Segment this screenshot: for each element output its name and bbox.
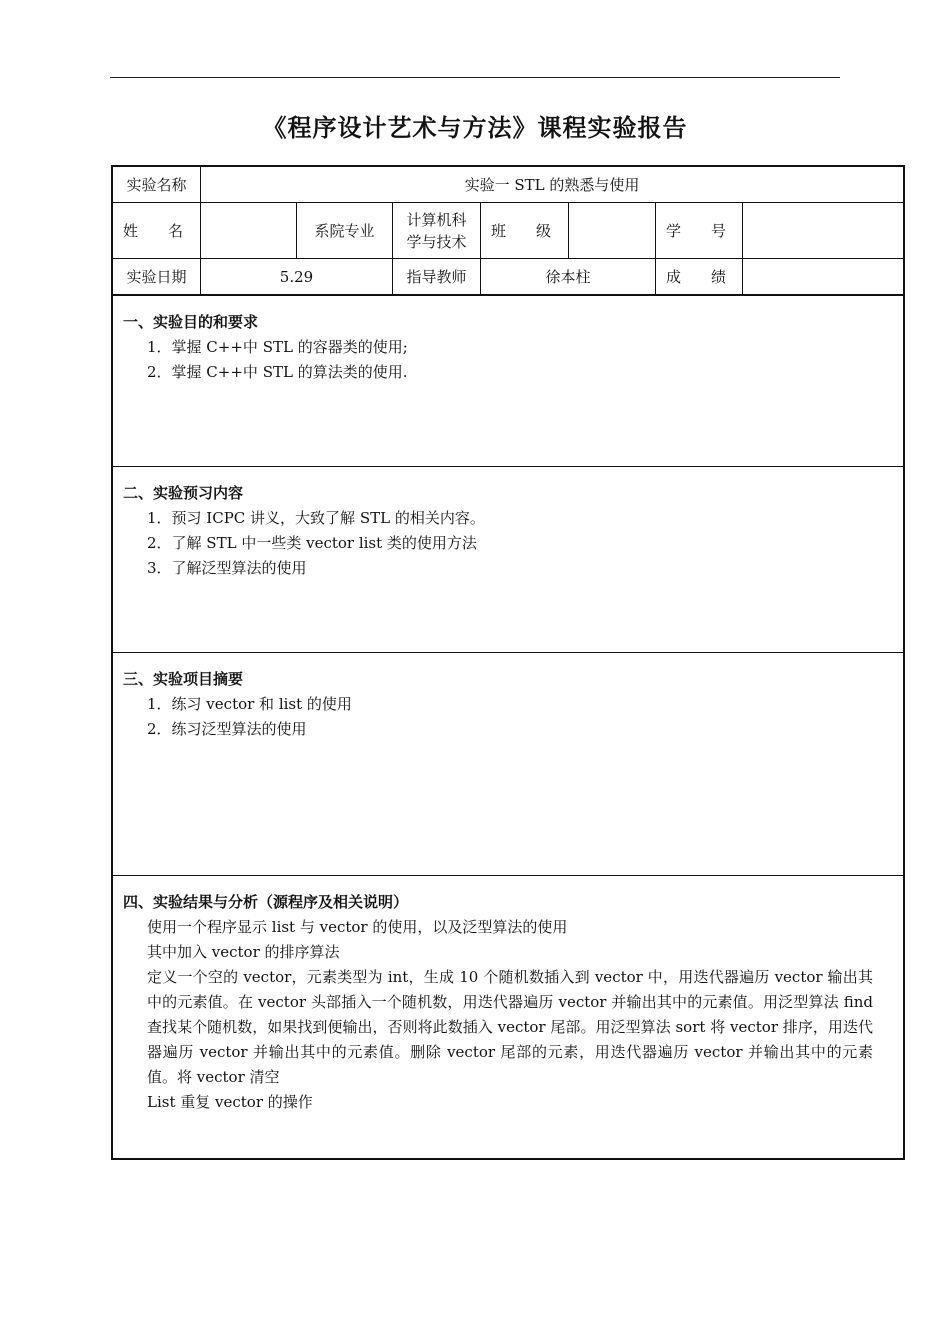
- teacher-value: 徐本柱: [481, 259, 656, 295]
- id-value: [743, 203, 903, 259]
- header-rule: [110, 77, 840, 78]
- teacher-label: 指导教师: [393, 259, 481, 295]
- dept-label: 系院专业: [297, 203, 393, 259]
- section-line: List 重复 vector 的操作: [147, 1093, 313, 1111]
- section-heading: 一、实验目的和要求: [123, 313, 259, 331]
- class-label: 班 级: [481, 203, 569, 259]
- section-line: 其中加入 vector 的排序算法: [147, 943, 340, 961]
- section-heading: 四、实验结果与分析（源程序及相关说明）: [123, 893, 409, 911]
- grade-label: 成 绩: [656, 259, 743, 295]
- section-line: 2．练习泛型算法的使用: [147, 720, 307, 738]
- section-summary: [113, 653, 903, 876]
- experiment-name-value: 实验一 STL 的熟悉与使用: [201, 167, 903, 203]
- section-line: 1．练习 vector 和 list 的使用: [147, 695, 352, 713]
- experiment-name-label: 实验名称: [113, 167, 201, 203]
- id-label: 学 号: [656, 203, 743, 259]
- section-line: 1．预习 ICPC 讲义，大致了解 STL 的相关内容。: [147, 509, 485, 527]
- name-label: 姓 名: [113, 203, 201, 259]
- section-objectives: [113, 296, 903, 467]
- name-value: [201, 203, 297, 259]
- section-line: 1．掌握 C++中 STL 的容器类的使用;: [147, 338, 408, 356]
- section-line: 使用一个程序显示 list 与 vector 的使用，以及泛型算法的使用: [147, 918, 568, 936]
- section-line: 2．了解 STL 中一些类 vector list 类的使用方法: [147, 534, 477, 552]
- section-paragraph: 定义一个空的 vector，元素类型为 int，生成 10 个随机数插入到 vector 中，用迭代器遍历 vector 输出其中的元素值。在 vector 头部插入一个随机数，用迭代器遍历 vector 并输出其中的元素值。用泛型算法 find 查找某个随机数，如果找到便输出，否则将此数插入 vector 尾部。用泛型算法 sort 将 vector 排序，用迭代器遍历 vector 并输出其中的元素值。删除 vector 尾部的元素，用迭代器遍历 vector 并输出其中的元素值。将 vector 清空: [147, 968, 873, 1086]
- report-table: [111, 165, 905, 1160]
- section-preview: [113, 467, 903, 653]
- section-line: 2．掌握 C++中 STL 的算法类的使用.: [147, 363, 408, 381]
- class-value: [569, 203, 656, 259]
- report-title: 《程序设计艺术与方法》课程实验报告: [262, 114, 688, 142]
- date-label: 实验日期: [113, 259, 201, 295]
- dept-value: 计算机科 学与技术: [393, 203, 481, 259]
- section-heading: 二、实验预习内容: [123, 484, 244, 502]
- section-results: [113, 876, 903, 1158]
- section-heading: 三、实验项目摘要: [123, 670, 244, 688]
- section-line: 3．了解泛型算法的使用: [147, 559, 307, 577]
- date-value: 5.29: [201, 259, 393, 295]
- grade-value: [743, 259, 903, 295]
- info-grid: [113, 167, 903, 294]
